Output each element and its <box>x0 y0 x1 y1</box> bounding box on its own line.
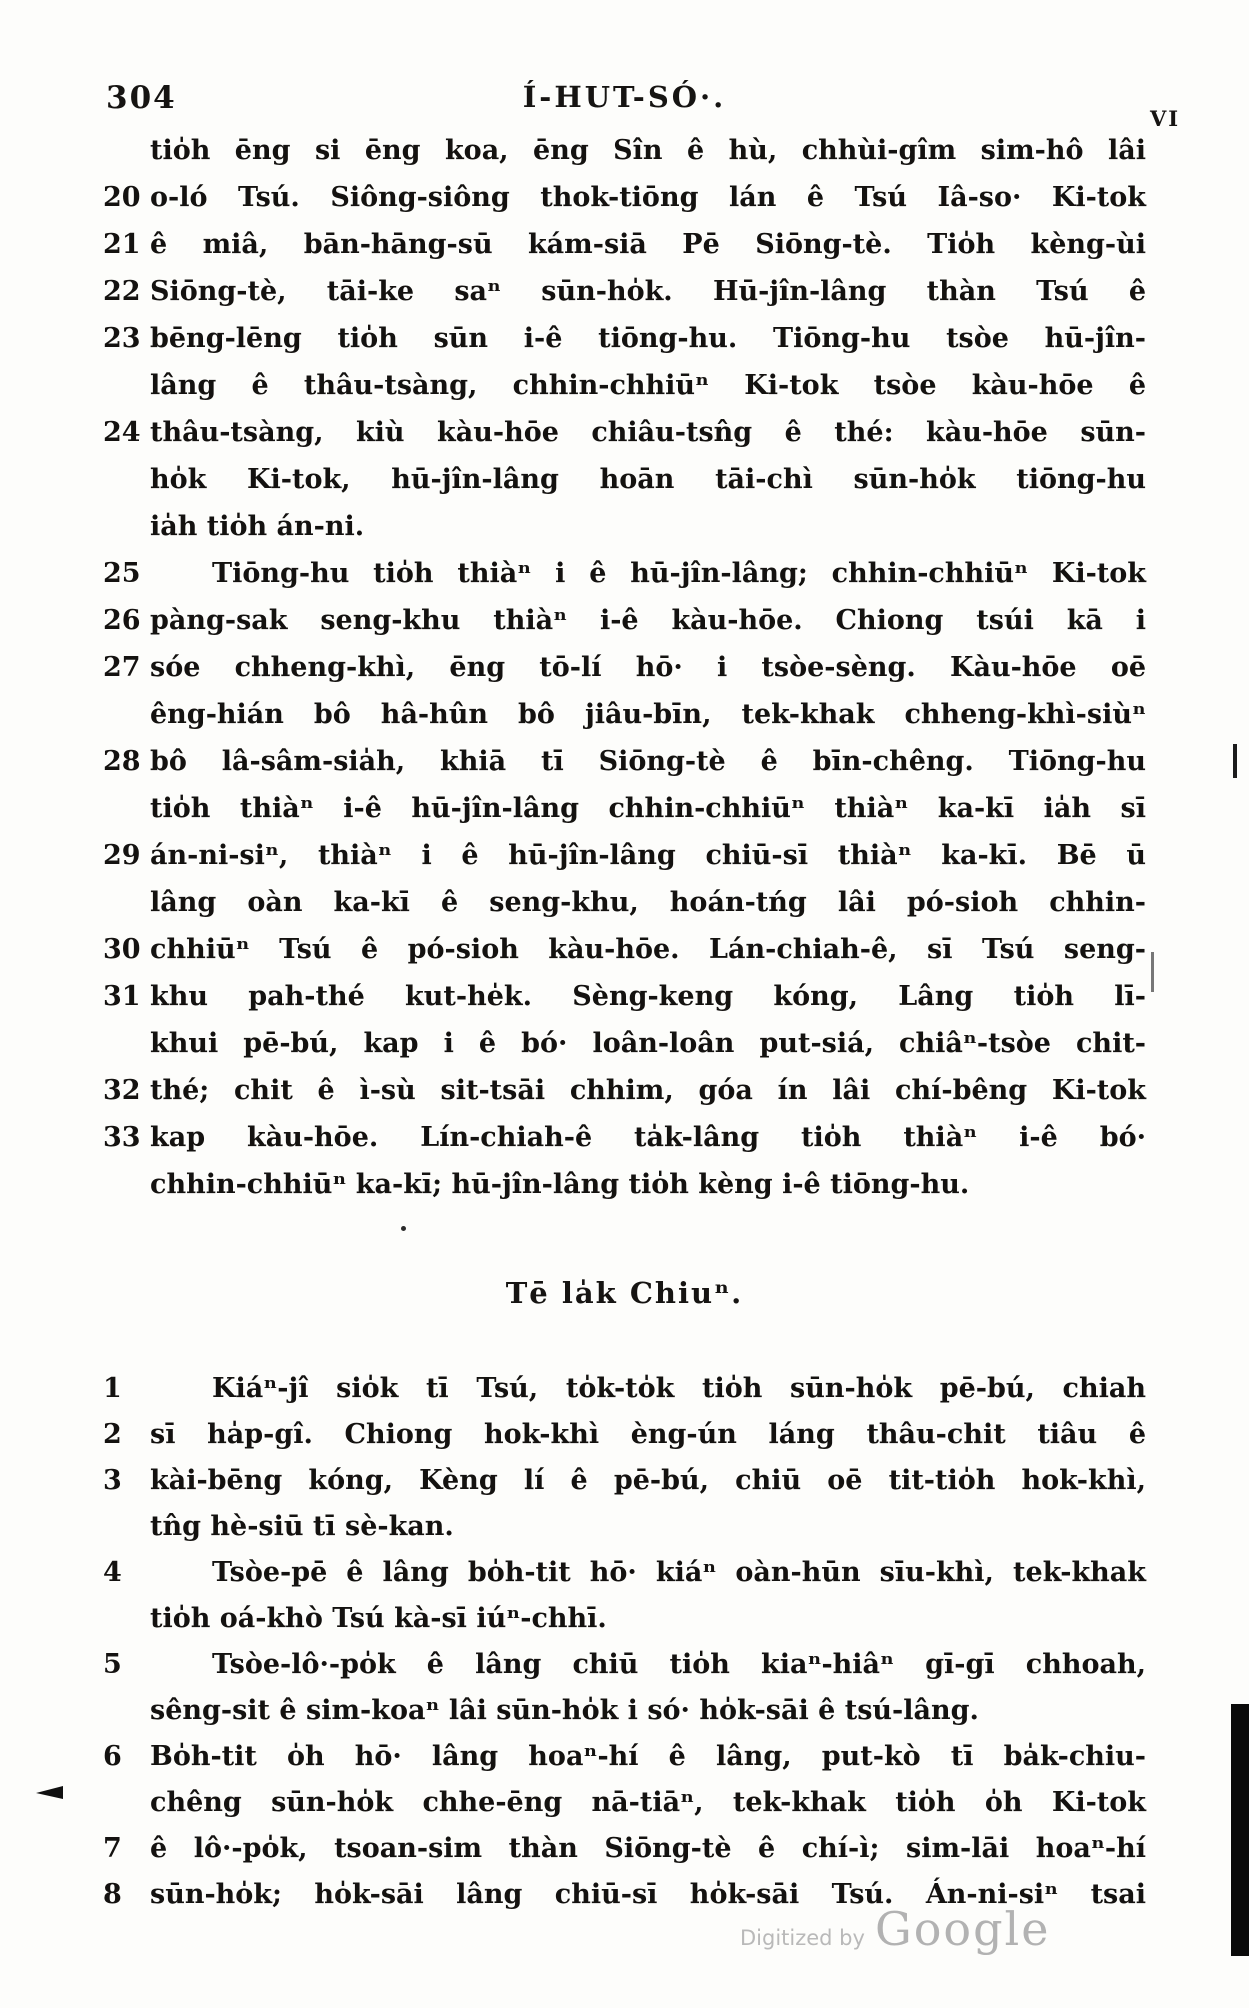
verse-line <box>103 738 1146 785</box>
verse-number: 4 <box>103 1557 122 1588</box>
verse-text: sūn-ho̍k; ho̍k-sāi lâng chiū-sī ho̍k-sāi Tsú. Án-ni-siⁿ tsai <box>150 1879 1146 1910</box>
verse-text: Tiōng-hu tio̍h thiàⁿ i ê hū-jîn-lâng; chhin-chhiūⁿ Ki-tok <box>212 558 1146 589</box>
verse-number: 30 <box>103 934 141 965</box>
verse-line <box>103 315 1146 362</box>
verse-text: chhiūⁿ Tsú ê pó-sioh kàu-hōe. Lán-chiah-ê, sī Tsú seng- <box>150 934 1146 965</box>
verse-text: lâng oàn ka-kī ê seng-khu, hoán-tńg lâi pó-sioh chhin- <box>150 887 1146 918</box>
verse-line <box>103 174 1146 221</box>
verse-text: chêng sūn-ho̍k chhe-ēng nā-tiāⁿ, tek-khak tio̍h o̍h Ki-tok <box>150 1787 1146 1818</box>
verse-line <box>103 1642 1146 1688</box>
verse-text: kap kàu-hōe. Lín-chiah-ê ta̍k-lâng tio̍h thiàⁿ i-ê bó· <box>150 1122 1146 1153</box>
verse-number: 26 <box>103 605 141 636</box>
verse-text: án-ni-siⁿ, thiàⁿ i ê hū-jîn-lâng chiū-sī thiàⁿ ka-kī. Bē ū <box>150 840 1146 871</box>
verse-text: tio̍h thiàⁿ i-ê hū-jîn-lâng chhin-chhiūⁿ thiàⁿ ka-kī ia̍h sī <box>150 793 1146 824</box>
verse-line <box>103 1734 1146 1780</box>
verse-number: 7 <box>103 1833 122 1864</box>
verse-line <box>103 409 1146 456</box>
text-line <box>103 1504 1146 1550</box>
verse-text: Tsòe-lô·-po̍k ê lâng chiū tio̍h kiaⁿ-hiâⁿ gī-gī chhoah, <box>212 1649 1146 1680</box>
verse-text: tio̍h oá-khò Tsú kà-sī iúⁿ-chhī. <box>150 1603 607 1634</box>
verse-text: thé; chit ê ì-sù sit-tsāi chhim, góa ín lâi chí-bêng Ki-tok <box>150 1075 1146 1106</box>
right-margin-tick-artifact <box>1233 744 1237 778</box>
verse-number: 8 <box>103 1879 122 1910</box>
text-line <box>103 362 1146 409</box>
verse-number: 6 <box>103 1741 122 1772</box>
verse-number: 3 <box>103 1465 122 1496</box>
verse-text: sī ha̍p-gî. Chiong hok-khì èng-ún láng thâu-chit tiâu ê <box>150 1419 1146 1450</box>
verse-number: 24 <box>103 417 141 448</box>
verse-text: sêng-sit ê sim-koaⁿ lâi sūn-ho̍k i só· ho̍k-sāi ê tsú-lâng. <box>150 1695 979 1726</box>
text-line <box>103 1688 1146 1734</box>
verse-text: khui pē-bú, kap i ê bó· loân-loân put-siá, chiâⁿ-tsòe chit- <box>150 1028 1146 1059</box>
verse-line <box>103 832 1146 879</box>
verse-number: 21 <box>103 229 141 260</box>
verse-number: 32 <box>103 1075 141 1106</box>
text-line <box>103 503 1146 550</box>
text-line <box>103 1161 1146 1208</box>
verse-text: Tsòe-pē ê lâng bo̍h-tit hō· kiáⁿ oàn-hūn sīu-khì, tek-khak <box>212 1557 1146 1588</box>
verse-number: 2 <box>103 1419 122 1450</box>
verse-line <box>103 550 1146 597</box>
chapter-6-heading: Tē la̍k Chiuⁿ. <box>505 1276 744 1310</box>
left-margin-arrow-artifact <box>36 1786 63 1799</box>
verse-text: ho̍k Ki-tok, hū-jîn-lâng hoān tāi-chì sūn-ho̍k tiōng-hu <box>150 464 1146 495</box>
verse-text: ia̍h tio̍h án-ni. <box>150 511 365 542</box>
verse-text: ê miâ, bān-hāng-sū kám-siā Pē Siōng-tè. Tio̍h kèng-ùi <box>150 229 1146 260</box>
verse-text: thâu-tsàng, kiù kàu-hōe chiâu-tsn̂g ê thé: kàu-hōe sūn- <box>150 417 1146 448</box>
verse-number: 20 <box>103 182 141 213</box>
watermark <box>740 1902 1050 1956</box>
verse-text: Siōng-tè, tāi-ke saⁿ sūn-ho̍k. Hū-jîn-lâng thàn Tsú ê <box>150 276 1146 307</box>
verse-line <box>103 1067 1146 1114</box>
verse-line <box>103 644 1146 691</box>
verse-text: lâng ê thâu-tsàng, chhin-chhiūⁿ Ki-tok tsòe kàu-hōe ê <box>150 370 1146 401</box>
verse-line <box>103 268 1146 315</box>
verse-text: chhin-chhiūⁿ ka-kī; hū-jîn-lâng tio̍h kèng i-ê tiōng-hu. <box>150 1169 970 1200</box>
verse-number: 29 <box>103 840 141 871</box>
verse-line <box>103 1366 1146 1412</box>
ink-dot-artifact <box>401 1226 406 1231</box>
verse-line <box>103 1114 1146 1161</box>
right-margin-line-artifact <box>1151 952 1154 992</box>
verse-line <box>103 1458 1146 1504</box>
section-numeral: VI <box>1150 106 1181 131</box>
verse-text: sóe chheng-khì, ēng tō-lí hō· i tsòe-sèng. Kàu-hōe oē <box>150 652 1146 683</box>
verse-line <box>103 221 1146 268</box>
verse-line <box>103 973 1146 1020</box>
verse-number: 27 <box>103 652 141 683</box>
chapter-5-verses <box>103 127 1146 1208</box>
text-line <box>103 127 1146 174</box>
verse-number: 28 <box>103 746 141 777</box>
verse-text: pàng-sak seng-khu thiàⁿ i-ê kàu-hōe. Chiong tsúi kā i <box>150 605 1146 636</box>
text-line <box>103 879 1146 926</box>
page-number: 304 <box>106 80 177 116</box>
verse-line <box>103 597 1146 644</box>
verse-text: bēng-lēng tio̍h sūn i-ê tiōng-hu. Tiōng-hu tsòe hū-jîn- <box>150 323 1146 354</box>
verse-number: 25 <box>103 558 141 589</box>
verse-text: khu pah-thé kut-he̍k. Sèng-keng kóng, Lâng tio̍h lī- <box>150 981 1146 1012</box>
verse-line <box>103 1550 1146 1596</box>
verse-number: 33 <box>103 1122 141 1153</box>
verse-text: kài-bēng kóng, Kèng lí ê pē-bú, chiū oē tit-tio̍h hok-khì, <box>150 1465 1146 1496</box>
verse-text: tio̍h ēng si ēng koa, ēng Sîn ê hù, chhùi-gîm sim-hô lâi <box>150 135 1146 166</box>
running-title: Í-HUT-SÓ·. <box>522 80 727 114</box>
text-line <box>103 785 1146 832</box>
verse-number: 23 <box>103 323 141 354</box>
digitized-by-label: Digitized by <box>740 1926 865 1950</box>
verse-number: 31 <box>103 981 141 1012</box>
verse-text: bô lâ-sâm-sia̍h, khiā tī Siōng-tè ê bīn-chêng. Tiōng-hu <box>150 746 1146 777</box>
scan-edge-bar-artifact <box>1231 1704 1249 1956</box>
text-line <box>103 1020 1146 1067</box>
text-line <box>103 1596 1146 1642</box>
verse-text: ê lô·-po̍k, tsoan-sim thàn Siōng-tè ê chí-ì; sim-lāi hoaⁿ-hí <box>150 1833 1146 1864</box>
verse-number: 1 <box>103 1373 122 1404</box>
verse-number: 22 <box>103 276 141 307</box>
verse-text: Kiáⁿ-jî sio̍k tī Tsú, to̍k-to̍k tio̍h sūn-ho̍k pē-bú, chiah <box>212 1373 1146 1404</box>
chapter-6-verses <box>103 1366 1146 1918</box>
verse-text: tn̂g hè-siū tī sè-kan. <box>150 1511 454 1542</box>
verse-number: 5 <box>103 1649 122 1680</box>
google-logo: Google <box>874 1902 1051 1956</box>
text-line <box>103 1780 1146 1826</box>
text-line <box>103 456 1146 503</box>
verse-line <box>103 926 1146 973</box>
verse-text: Bo̍h-tit o̍h hō· lâng hoaⁿ-hí ê lâng, put-kò tī ba̍k-chiu- <box>150 1741 1146 1772</box>
verse-text: o-ló Tsú. Siông-siông thok-tiōng lán ê Tsú Iâ-so· Ki-tok <box>150 182 1146 213</box>
text-line <box>103 691 1146 738</box>
verse-line <box>103 1826 1146 1872</box>
verse-line <box>103 1412 1146 1458</box>
verse-text: êng-hián bô hâ-hûn bô jiâu-bīn, tek-khak chheng-khì-siùⁿ <box>150 699 1146 730</box>
